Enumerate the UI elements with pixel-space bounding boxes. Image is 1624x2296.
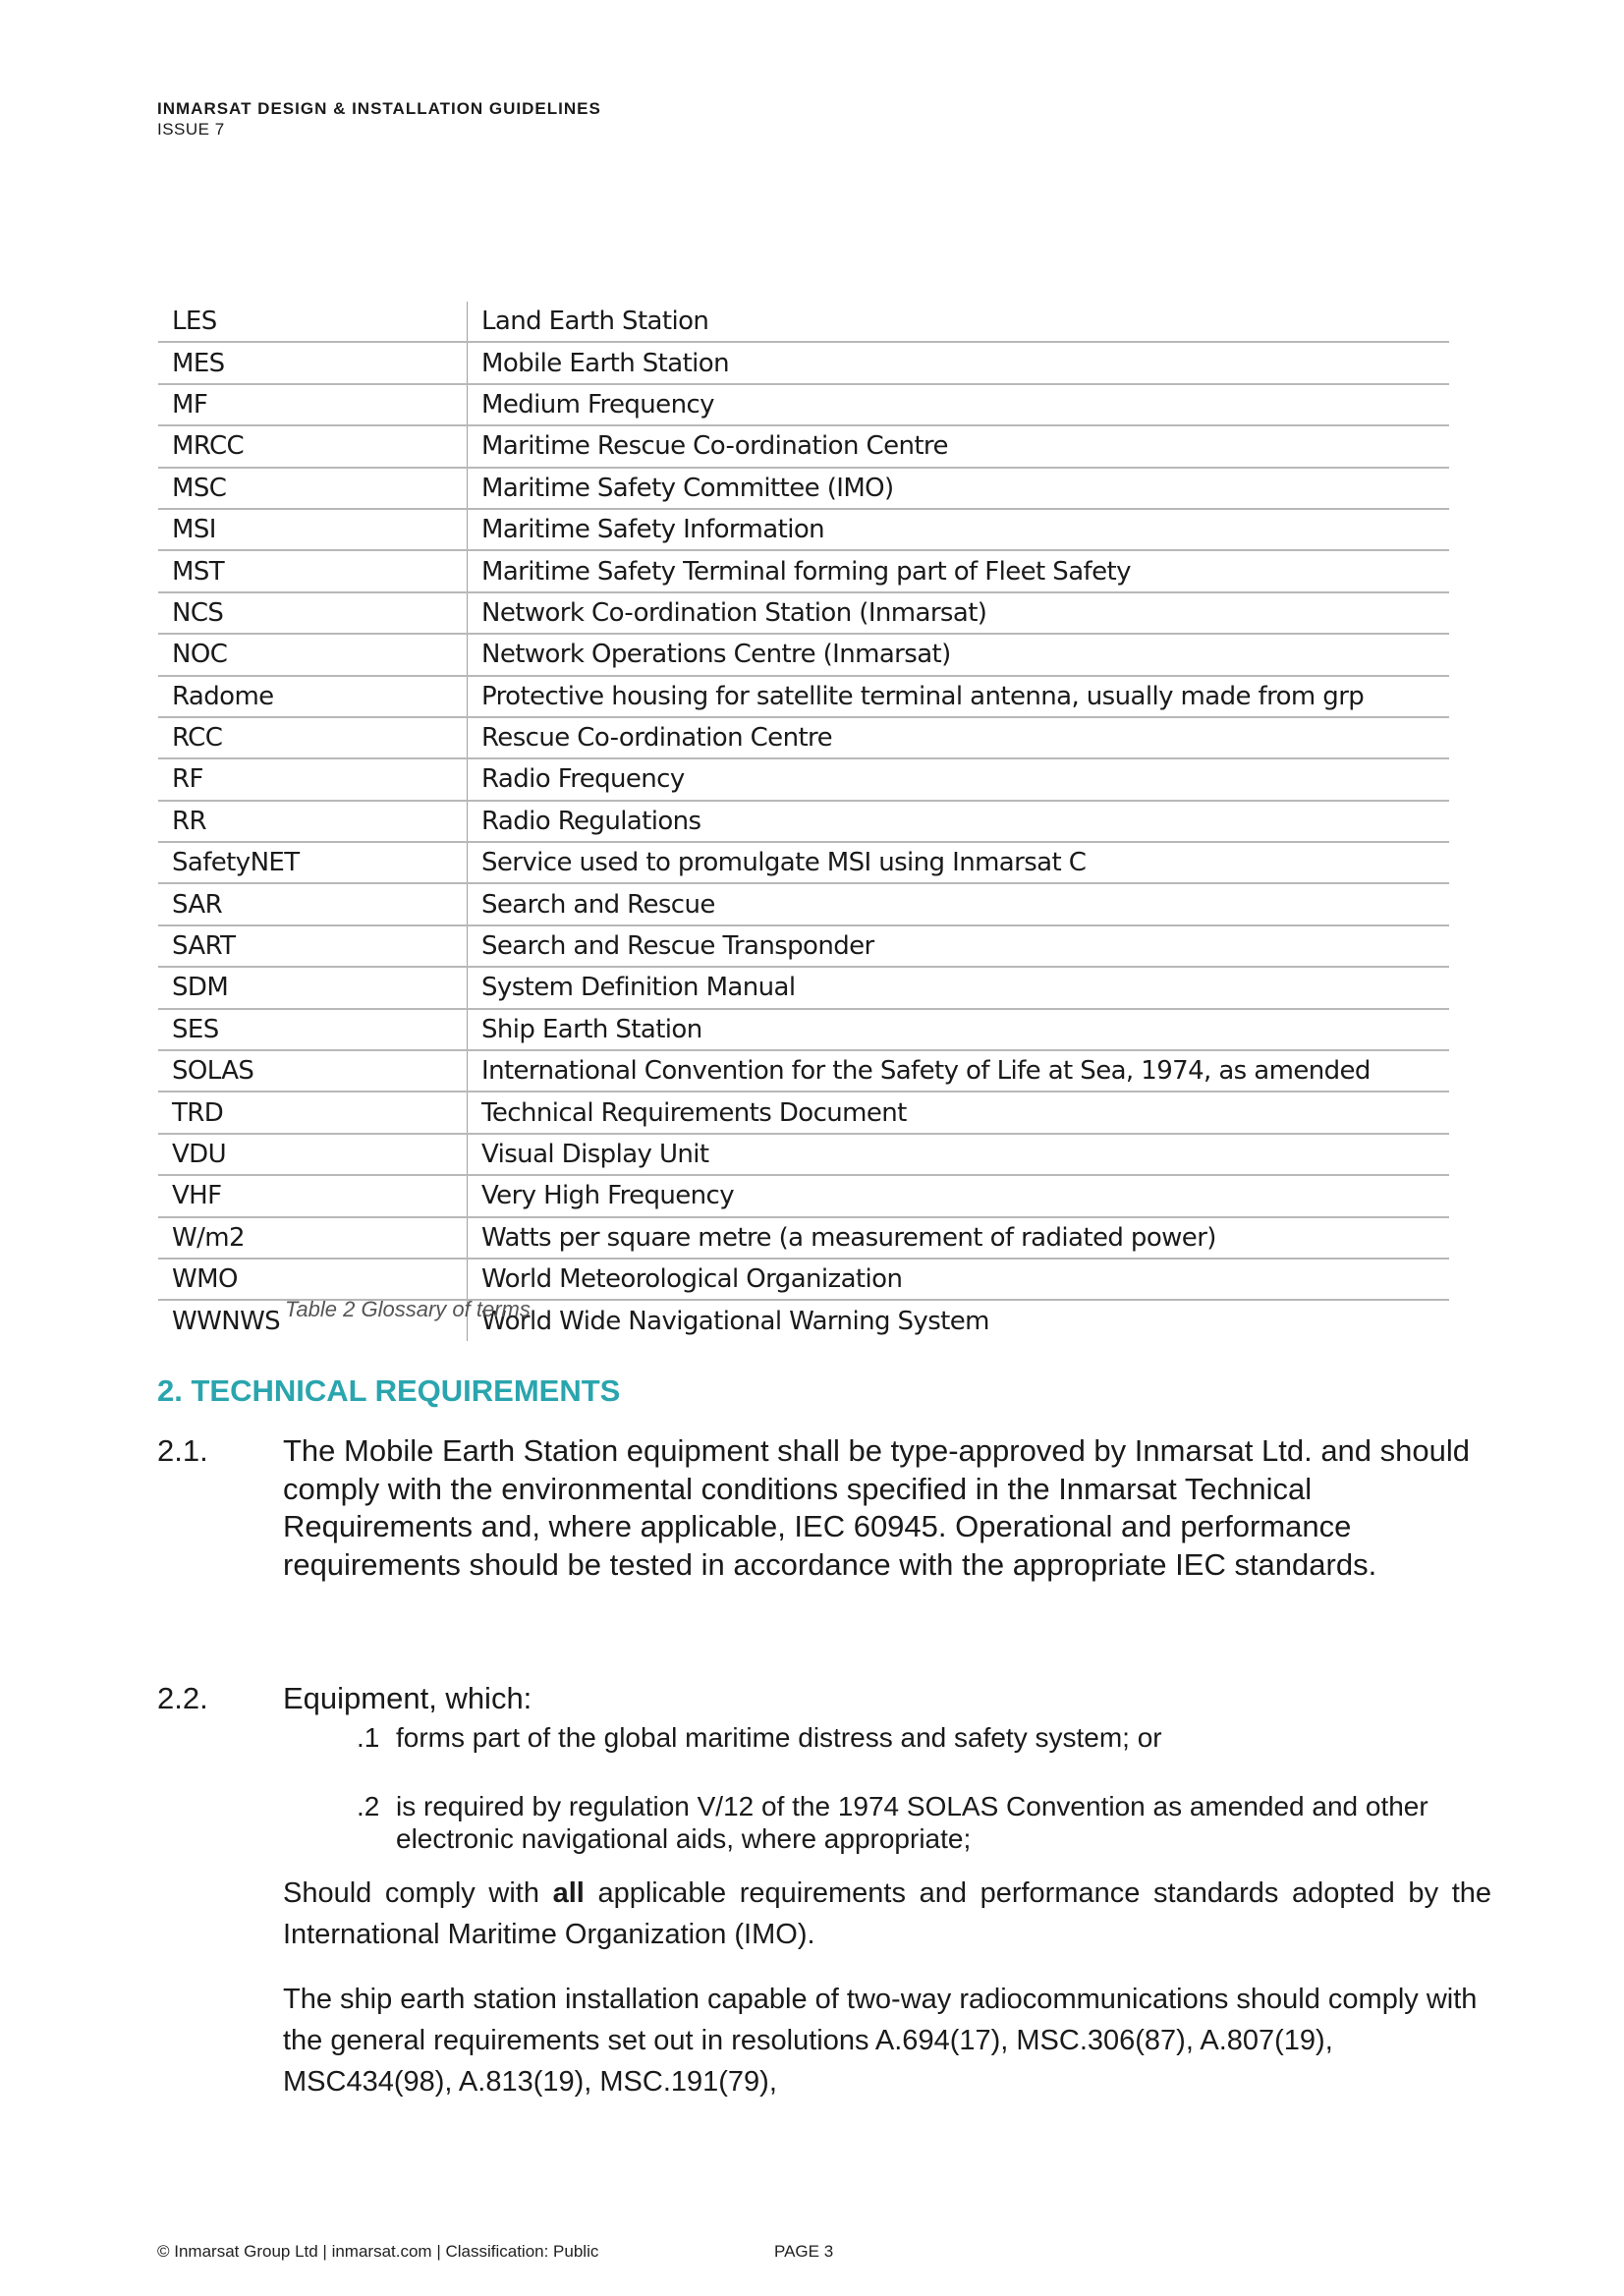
glossary-definition: System Definition Manual	[468, 967, 1450, 1008]
glossary-term: WMO	[172, 1264, 238, 1295]
table-row	[158, 967, 1449, 1008]
page-header	[157, 98, 601, 140]
glossary-definition: Network Operations Centre (Inmarsat)	[468, 634, 1450, 675]
table-row	[158, 550, 1449, 591]
glossary-definition: World Wide Navigational Warning System	[468, 1300, 1450, 1340]
glossary-term: MSI	[172, 515, 216, 545]
table-row	[158, 883, 1449, 924]
glossary-term: SES	[172, 1014, 219, 1044]
table-row	[158, 425, 1449, 467]
glossary-definition: Land Earth Station	[468, 302, 1450, 342]
glossary-definition: Maritime Safety Committee (IMO)	[468, 468, 1450, 509]
document-title: INMARSAT DESIGN & INSTALLATION GUIDELINES	[157, 99, 601, 118]
glossary-definition: Maritime Safety Information	[468, 509, 1450, 550]
list-item-text: forms part of the global maritime distress and safety system; or	[396, 1722, 1162, 1753]
glossary-definition: Radio Frequency	[468, 758, 1450, 800]
section-heading: 2. TECHNICAL REQUIREMENTS	[157, 1373, 621, 1408]
glossary-definition: Search and Rescue Transponder	[468, 925, 1450, 967]
table-row	[158, 1259, 1449, 1300]
table-row	[158, 1217, 1449, 1259]
table-row	[158, 676, 1449, 717]
table-row	[158, 634, 1449, 675]
glossary-definition: Technical Requirements Document	[468, 1092, 1450, 1133]
table-row	[158, 342, 1449, 383]
table-row	[158, 384, 1449, 425]
glossary-table	[158, 302, 1449, 1341]
comply-text-end: applicable requirements and performance standards adopted by the International Maritime Organization (IMO).	[283, 1877, 1492, 1950]
table-row	[158, 1009, 1449, 1050]
glossary-term: RF	[172, 764, 203, 795]
paragraph-2-2	[157, 1680, 1493, 1718]
table-row	[158, 1092, 1449, 1133]
glossary-definition: Visual Display Unit	[468, 1134, 1450, 1175]
glossary-term: VHF	[172, 1181, 222, 1211]
glossary-term: SafetyNET	[172, 848, 300, 878]
glossary-definition: Ship Earth Station	[468, 1009, 1450, 1050]
comply-text-start: Should comply with	[283, 1877, 553, 1909]
glossary-definition: Maritime Safety Terminal forming part of Fleet Safety	[468, 550, 1450, 591]
paragraph-number: 2.1.	[157, 1433, 208, 1468]
table-row	[158, 1050, 1449, 1092]
glossary-definition: Maritime Rescue Co-ordination Centre	[468, 425, 1450, 467]
list-marker: .2	[357, 1791, 380, 1821]
page-footer	[157, 2242, 834, 2262]
paragraph-number: 2.2.	[157, 1681, 208, 1715]
glossary-definition: Radio Regulations	[468, 801, 1450, 842]
glossary-definition: Medium Frequency	[468, 384, 1450, 425]
glossary-term: NOC	[172, 640, 228, 670]
glossary-definition: Very High Frequency	[468, 1175, 1450, 1216]
footer-copyright: © Inmarsat Group Ltd | inmarsat.com | Classification: Public	[157, 2242, 599, 2261]
glossary-term: RR	[172, 806, 206, 836]
glossary-term: LES	[172, 307, 217, 337]
glossary-term: VDU	[172, 1140, 227, 1169]
glossary-term: RCC	[172, 723, 223, 754]
table-row	[158, 302, 1449, 342]
glossary-term: SART	[172, 931, 236, 962]
table-row	[158, 925, 1449, 967]
table-row	[158, 1134, 1449, 1175]
glossary-term: W/m2	[172, 1222, 245, 1253]
glossary-term: MST	[172, 556, 225, 587]
ship-earth-station-paragraph: The ship earth station installation capable of two-way radiocommunications should comply with the general requirements set out in resolutions A.694(17), MSC.306(87), A.807(19), MSC434(98), A.813(19), MSC.191(79),	[283, 1984, 1478, 2098]
table-row	[158, 468, 1449, 509]
glossary-term: WWNWS	[172, 1306, 281, 1336]
list-item	[357, 1790, 1496, 1855]
list-item-text: is required by regulation V/12 of the 1974 SOLAS Convention as amended and other electronic navigational aids, where appropriate;	[396, 1791, 1428, 1854]
table-row	[158, 801, 1449, 842]
list-item	[357, 1721, 1496, 1754]
comply-emphasis: all	[552, 1877, 585, 1909]
glossary-definition: International Convention for the Safety of Life at Sea, 1974, as amended	[468, 1050, 1450, 1092]
glossary-definition: Rescue Co-ordination Centre	[468, 717, 1450, 758]
glossary-term: SOLAS	[172, 1056, 254, 1087]
list-marker: .1	[357, 1722, 380, 1753]
table-row	[158, 758, 1449, 800]
glossary-definition: Network Co-ordination Station (Inmarsat)	[468, 592, 1450, 634]
table-row	[158, 592, 1449, 634]
glossary-term: SAR	[172, 889, 223, 920]
comply-paragraph	[283, 1873, 1491, 1955]
table-row	[158, 717, 1449, 758]
paragraph-text: The Mobile Earth Station equipment shall be type-approved by Inmarsat Ltd. and should comply with the environmental conditions specified in the Inmarsat Technical Requirements and, where applicable, IEC 60945. Operational and performance requirements should be tested in accordance with the appropriate IEC standards.	[283, 1433, 1471, 1582]
glossary-definition: Mobile Earth Station	[468, 342, 1450, 383]
glossary-definition: Watts per square metre (a measurement of radiated power)	[468, 1217, 1450, 1259]
glossary-term: TRD	[172, 1097, 224, 1128]
table-row	[158, 1175, 1449, 1216]
glossary-definition: Service used to promulgate MSI using Inmarsat C	[468, 842, 1450, 883]
glossary-term: SDM	[172, 973, 229, 1003]
glossary-term: MES	[172, 348, 225, 378]
table-row	[158, 509, 1449, 550]
table-caption: Table 2 Glossary of terms	[285, 1297, 531, 1321]
issue-label: ISSUE 7	[157, 120, 225, 139]
paragraph-intro: Equipment, which:	[283, 1681, 532, 1715]
table-row	[158, 842, 1449, 883]
page-number: PAGE 3	[774, 2242, 834, 2261]
glossary-term: MF	[172, 389, 208, 420]
glossary-term: MRCC	[172, 431, 245, 462]
glossary-term: MSC	[172, 473, 227, 503]
glossary-definition: World Meteorological Organization	[468, 1259, 1450, 1300]
paragraph-2-1	[157, 1432, 1493, 1584]
glossary-term: Radome	[172, 681, 274, 711]
glossary-definition: Protective housing for satellite terminal antenna, usually made from grp	[468, 676, 1450, 717]
glossary-term: NCS	[172, 597, 224, 628]
glossary-definition: Search and Rescue	[468, 883, 1450, 924]
